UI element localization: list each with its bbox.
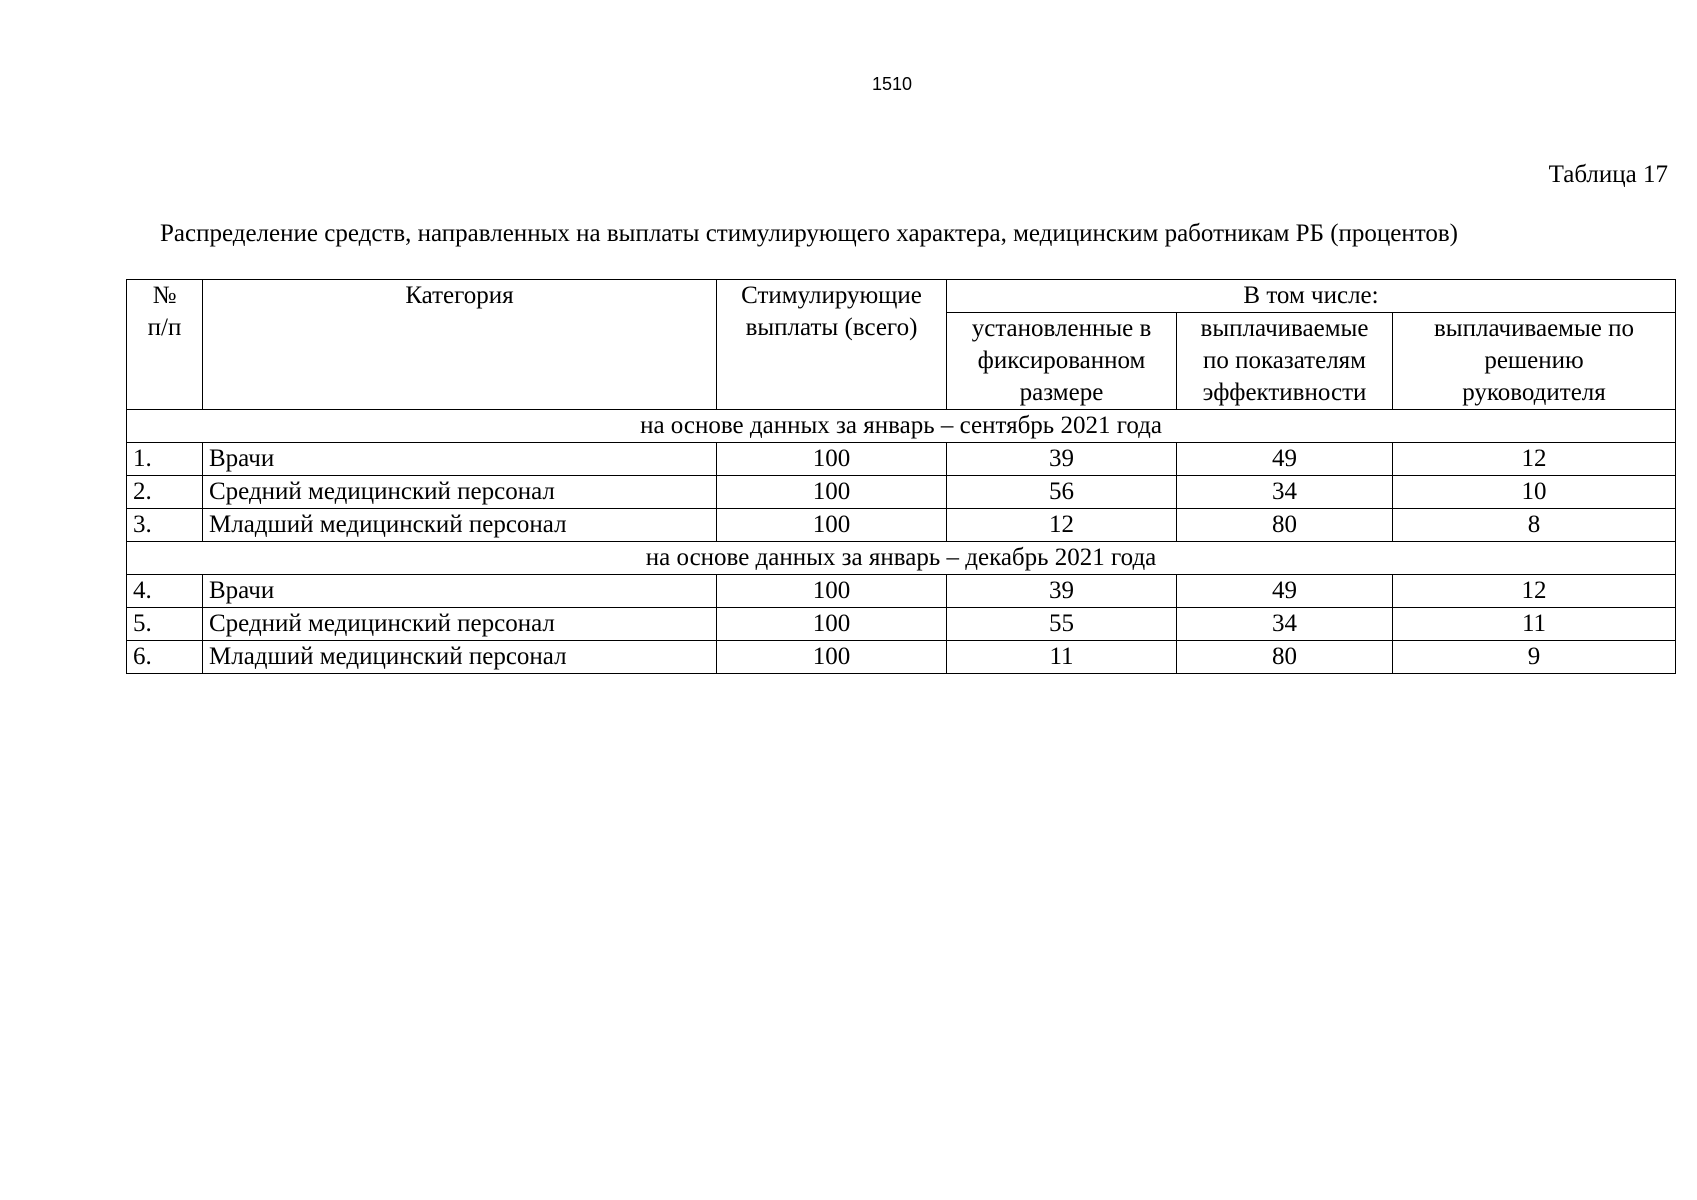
- row-total: 100: [717, 443, 947, 476]
- table-row: [127, 575, 1676, 608]
- header-fixed: [947, 313, 1177, 410]
- row-performance: 49: [1177, 575, 1393, 608]
- header-manager-line: решению: [1484, 347, 1584, 374]
- row-manager: 12: [1393, 443, 1676, 476]
- table-row: [127, 608, 1676, 641]
- header-category: [203, 280, 717, 410]
- header-category-label: Категория: [405, 282, 514, 309]
- header-fixed-line: фиксированном: [977, 347, 1146, 374]
- row-category: Младший медицинский персонал: [203, 509, 717, 542]
- row-fixed: 39: [947, 575, 1177, 608]
- header-fixed-line: установленные в: [971, 315, 1152, 342]
- row-num: 2.: [127, 476, 203, 509]
- row-manager: 9: [1393, 641, 1676, 674]
- section-row: [127, 542, 1676, 575]
- header-performance-line: эффективности: [1202, 379, 1367, 406]
- row-num: 6.: [127, 641, 203, 674]
- row-performance: 80: [1177, 641, 1393, 674]
- row-performance: 34: [1177, 608, 1393, 641]
- header-fixed-line: размере: [1019, 379, 1104, 406]
- row-category: Врачи: [203, 443, 717, 476]
- header-manager-line: выплачиваемые по: [1434, 315, 1635, 342]
- row-total: 100: [717, 476, 947, 509]
- row-fixed: 11: [947, 641, 1177, 674]
- table-row: [127, 476, 1676, 509]
- row-manager: 8: [1393, 509, 1676, 542]
- row-category: Средний медицинский персонал: [203, 476, 717, 509]
- table-title: Распределение средств, направленных на выплаты стимулирующего характера, медицинским работникам РБ (процентов): [160, 220, 1458, 247]
- row-manager: 12: [1393, 575, 1676, 608]
- row-num: 4.: [127, 575, 203, 608]
- section-label: на основе данных за январь – декабрь 2021 года: [127, 542, 1676, 575]
- header-total: [717, 280, 947, 410]
- table-header: [127, 280, 1676, 410]
- header-performance-line: по показателям: [1202, 347, 1366, 374]
- header-manager: [1393, 313, 1676, 410]
- header-total-line: выплаты (всего): [745, 314, 918, 341]
- page-number: 1510: [871, 74, 913, 94]
- header-num-line: п/п: [147, 314, 182, 341]
- row-fixed: 56: [947, 476, 1177, 509]
- header-num: [127, 280, 203, 410]
- row-total: 100: [717, 608, 947, 641]
- table-row: [127, 509, 1676, 542]
- row-category: Врачи: [203, 575, 717, 608]
- row-total: 100: [717, 641, 947, 674]
- table-label: Таблица 17: [1548, 161, 1668, 188]
- row-fixed: 55: [947, 608, 1177, 641]
- section-label: на основе данных за январь – сентябрь 2021 года: [127, 410, 1676, 443]
- section-row: [127, 410, 1676, 443]
- row-performance: 49: [1177, 443, 1393, 476]
- row-manager: 10: [1393, 476, 1676, 509]
- row-total: 100: [717, 509, 947, 542]
- row-fixed: 12: [947, 509, 1177, 542]
- row-category: Средний медицинский персонал: [203, 608, 717, 641]
- table-body: [127, 410, 1676, 674]
- header-performance: [1177, 313, 1393, 410]
- row-num: 1.: [127, 443, 203, 476]
- row-category: Младший медицинский персонал: [203, 641, 717, 674]
- header-including-label: В том числе:: [1243, 282, 1379, 309]
- row-fixed: 39: [947, 443, 1177, 476]
- header-manager-line: руководителя: [1462, 379, 1606, 406]
- table-row: [127, 443, 1676, 476]
- row-manager: 11: [1393, 608, 1676, 641]
- header-num-line: №: [152, 282, 177, 309]
- header-including: [947, 280, 1676, 313]
- row-num: 3.: [127, 509, 203, 542]
- row-num: 5.: [127, 608, 203, 641]
- table-row: [127, 641, 1676, 674]
- row-performance: 34: [1177, 476, 1393, 509]
- data-table: [126, 279, 1676, 674]
- row-performance: 80: [1177, 509, 1393, 542]
- row-total: 100: [717, 575, 947, 608]
- header-total-line: Стимулирующие: [741, 282, 922, 309]
- header-performance-line: выплачиваемые: [1200, 315, 1369, 342]
